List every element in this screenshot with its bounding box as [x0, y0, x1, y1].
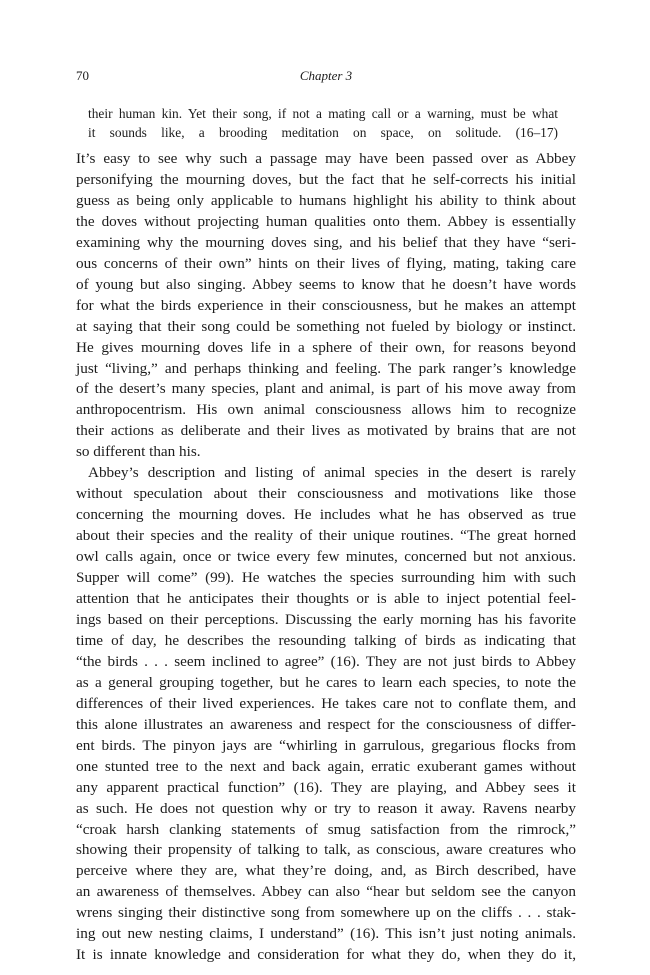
text-line: “croak harsh clanking statements of smug satisfaction from the rimrock,” — [76, 820, 576, 838]
running-head: Chapter 3 — [299, 68, 353, 83]
text-line: just “living,” and perhaps thinking and feeling. The park ranger’s knowledge — [76, 359, 576, 377]
text-line: ing out new nesting claims, I understand” (16). This isn’t just noting animals. — [76, 925, 576, 943]
quote-line: their human kin. Yet their song, if not a mating call or a warning, must be what — [88, 106, 558, 121]
text-line: ous concerns of their own” hints on their lives of flying, mating, taking care — [76, 254, 576, 272]
text-line: It’s easy to see why such a passage may have been passed over as Abbey — [76, 150, 576, 167]
quote-line: it sounds like, a brooding meditation on space, on solitude. (16–17) — [88, 125, 558, 140]
text-line: ent birds. The pinyon jays are “whirling in garrulous, gregarious flocks from — [76, 736, 576, 754]
text-line: differences of their lived experiences. He takes care not to conflate them, and — [76, 694, 576, 712]
text-line: “the birds . . . seem inclined to agree” (16). They are not just birds to Abbey — [76, 652, 576, 670]
text-line: wrens singing their distinctive song from somewhere up on the cliffs . . . stak- — [76, 904, 576, 922]
text-line: any apparent practical function” (16). They are playing, and Abbey sees it — [76, 778, 576, 796]
text-line: owl calls again, once or twice every few minutes, concerned but not anxious. — [76, 548, 576, 566]
text-line: perceive where they are, what they’re doing, and, as Birch described, have — [76, 862, 576, 880]
text-line: as such. He does not question why or try to reason it away. Ravens nearby — [76, 799, 576, 817]
text-line: as a general grouping together, but he cares to learn each species, to note the — [76, 673, 576, 691]
text-line: of young but also singing. Abbey seems to know that he doesn’t have words — [76, 275, 576, 293]
text-line: at saying that their song could be something not fueled by biology or instinct. — [76, 317, 576, 335]
text-line: attention that he anticipates their thoughts or is able to inject potential feel- — [76, 590, 576, 608]
text-line: about their species and the reality of their unique routines. “The great horned — [76, 527, 576, 545]
page-header — [76, 68, 576, 88]
text-line: He gives mourning doves life in a sphere of their own, for reasons beyond — [76, 338, 576, 356]
paragraph — [76, 149, 576, 463]
text-line: time of day, he describes the resounding talking of birds as indicating that — [76, 631, 576, 649]
text-line: showing their propensity of talking to talk, as conscious, aware creatures who — [76, 841, 576, 859]
text-line: concerning the mourning doves. He includes what he has observed as true — [76, 506, 576, 524]
text-line: personifying the mourning doves, but the fact that he self-corrects his initial — [76, 170, 576, 188]
block-quote — [88, 104, 558, 142]
text-line: of the desert’s many species, plant and animal, is part of his move away from — [76, 380, 576, 398]
text-line: for what the birds experience in their consciousness, but he makes an attempt — [76, 296, 576, 314]
text-line: their actions as deliberate and their lives as motivated by brains that are not — [76, 422, 576, 440]
text-line: guess as being only applicable to humans highlight his ability to think about — [76, 191, 576, 209]
text-line: so different than his. — [76, 443, 201, 461]
text-line: Supper will come” (99). He watches the species surrounding him with such — [76, 569, 576, 587]
text-line: anthropocentrism. His own animal consciousness allows him to recognize — [76, 401, 576, 419]
text-line: examining why the mourning doves sing, and his belief that they have “seri- — [76, 233, 576, 251]
text-line: Abbey’s description and listing of animal species in the desert is rarely — [88, 464, 576, 482]
page-number: 70 — [76, 68, 89, 83]
text-line: without speculation about their consciousness and motivations like those — [76, 485, 576, 503]
text-line: one stunted tree to the next and back again, erratic exuberant games without — [76, 757, 576, 775]
text-line: this alone illustrates an awareness and respect for the consciousness of differ- — [76, 715, 576, 733]
paragraph — [76, 463, 576, 966]
text-line: It is innate knowledge and consideration for what they do, when they do it, — [76, 946, 576, 964]
body-text — [76, 149, 576, 966]
text-line: ings based on their perceptions. Discussing the early morning has his favorite — [76, 610, 576, 628]
text-line: an awareness of themselves. Abbey can also “hear but seldom see the canyon — [76, 883, 576, 901]
text-line: the doves without projecting human qualities onto them. Abbey is essentially — [76, 212, 576, 230]
